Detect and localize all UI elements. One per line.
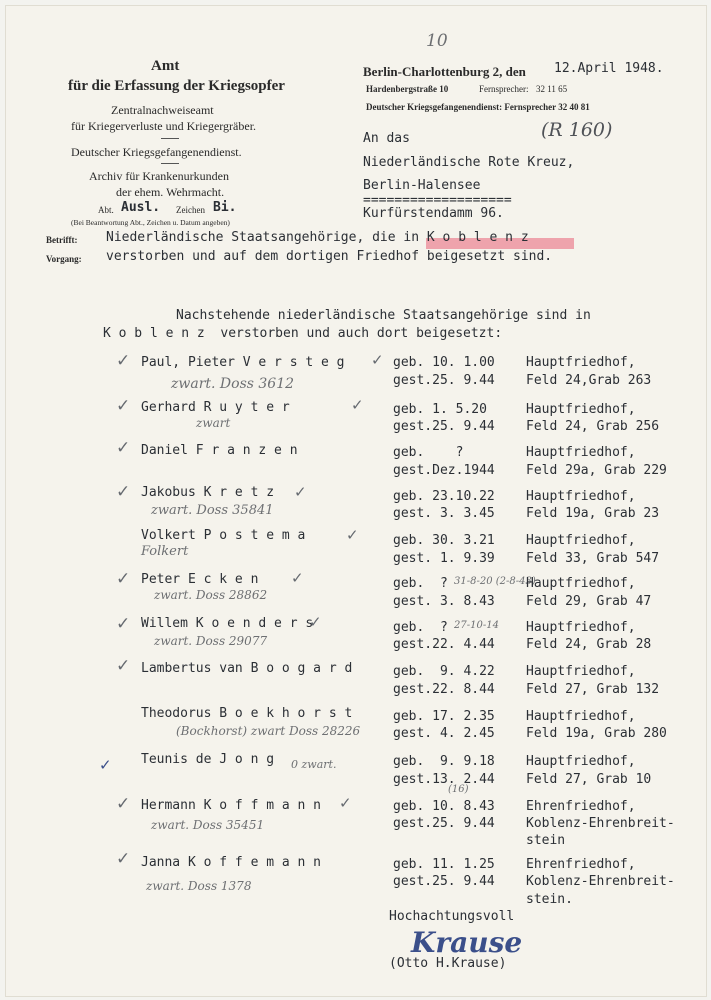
entry-grave: Feld 27, Grab 132 [526, 682, 660, 697]
entry-name: Peter E c k e n [141, 572, 259, 587]
letter-date: 12.April 1948. [554, 61, 664, 76]
entry-birth-annotation: 31-8-20 (2-8-43) [454, 576, 536, 587]
entry-grave: Feld 24,Grab 263 [526, 373, 652, 388]
letterhead-divider [161, 138, 179, 139]
entry-grave-cont: stein. [526, 892, 573, 907]
entry-died: gest. 1. 9.39 [393, 551, 495, 566]
check-mark-icon: ✓ [116, 438, 131, 458]
entry-cemetery: Ehrenfriedhof, [526, 857, 636, 872]
entry-born: geb. 9. 4.22 [393, 664, 495, 679]
check-mark-icon: ✓ [339, 794, 352, 812]
recipient-line3: Berlin-Halensee [363, 178, 481, 193]
entry-note: zwart. Doss 3612 [171, 376, 295, 392]
check-mark-icon: ✓ [116, 569, 131, 589]
entry-cemetery: Hauptfriedhof, [526, 445, 636, 460]
phone-number: 32 11 65 [536, 84, 568, 94]
entry-died: gest. 4. 2.45 [393, 726, 495, 741]
entry-cemetery: Hauptfriedhof, [526, 402, 636, 417]
kgd-phone-line: Deutscher Kriegsgefangenendienst: Fernsprecher 32 40 81 [366, 102, 590, 112]
street-address: Hardenbergstraße 10 [366, 84, 449, 94]
abt-value: Ausl. [121, 200, 161, 215]
letterhead-divider [161, 163, 179, 164]
entry-died: gest.25. 9.44 [393, 419, 495, 434]
entry-name: Theodorus B o e k h o r s t [141, 706, 353, 721]
entry-born: geb. 30. 3.21 [393, 533, 495, 548]
entry-died: gest. 3. 3.45 [393, 506, 495, 521]
entry-name: Janna K o f f e m a n n [141, 855, 322, 870]
entry-died: gest.25. 9.44 [393, 373, 495, 388]
intro-line2: K o b l e n z verstorben und auch dort beigesetzt: [103, 326, 503, 341]
entry-born: geb. ? [393, 620, 448, 635]
check-mark-icon: ✓ [351, 396, 364, 414]
entry-name: Hermann K o f f m a n n [141, 798, 322, 813]
check-mark-icon: ✓ [116, 482, 131, 502]
entry-note: zwart. Doss 29077 [154, 634, 268, 648]
entry-grave: Feld 29, Grab 47 [526, 594, 652, 609]
entry-note: Folkert [141, 544, 189, 559]
entry-name: Daniel F r a n z e n [141, 443, 298, 458]
entry-note: zwart [196, 416, 231, 430]
signature: Krause [411, 926, 523, 959]
check-mark-icon: ✓ [346, 526, 359, 544]
entry-died: gest.13. 2.44 [393, 772, 495, 787]
entry-grave: Feld 29a, Grab 229 [526, 463, 667, 478]
entry-born: geb. 10. 8.43 [393, 799, 495, 814]
place-prefix: Berlin-Charlottenburg 2, den [363, 64, 526, 79]
letterhead-amt: Amt [151, 58, 180, 74]
check-mark-icon: ✓ [371, 351, 384, 369]
closing: Hochachtungsvoll [389, 909, 515, 924]
entry-born: geb. ? [393, 576, 448, 591]
betreff-label: Betrifft: [46, 235, 78, 245]
entry-born: geb. 1. 5.20 [393, 402, 487, 417]
entry-born: geb. 10. 1.00 [393, 355, 495, 370]
check-mark-icon: ✓ [309, 613, 322, 631]
entry-cemetery: Hauptfriedhof, [526, 355, 636, 370]
subject-line1: Niederländische Staatsangehörige, die in K o b l e n z [106, 230, 529, 245]
recipient-line2: Niederländische Rote Kreuz, [363, 155, 575, 170]
entry-name: Lambertus van B o o g a r d [141, 661, 353, 676]
entry-name: Willem K o e n d e r s [141, 616, 314, 631]
entry-born: geb. ? [393, 445, 464, 460]
entry-born: geb. 9. 9.18 [393, 754, 495, 769]
entry-died: gest. 3. 8.43 [393, 594, 495, 609]
entry-name: Gerhard R u y t e r [141, 400, 290, 415]
zeichen-value: Bi. [213, 200, 237, 215]
entry-note: zwart. Doss 35451 [151, 818, 265, 832]
entry-died: gest.22. 8.44 [393, 682, 495, 697]
entry-cemetery: Hauptfriedhof, [526, 533, 636, 548]
subject-line2: verstorben und auf dem dortigen Friedhof beigesetzt sind. [106, 249, 553, 264]
check-mark-icon: ✓ [294, 483, 307, 501]
check-mark-icon: ✓ [116, 351, 131, 371]
entry-died: gest.25. 9.44 [393, 874, 495, 889]
entry-birth-annotation: 27-10-14 [454, 620, 499, 631]
entry-born: geb. 23.10.22 [393, 489, 495, 504]
entry-grave: Feld 24, Grab 256 [526, 419, 660, 434]
entry-grave: Koblenz-Ehrenbreit- [526, 816, 675, 831]
entry-died: gest.25. 9.44 [393, 816, 495, 831]
entry-cemetery: Hauptfriedhof, [526, 754, 636, 769]
entry-grave: Feld 19a, Grab 280 [526, 726, 667, 741]
entry-grave: Feld 33, Grab 547 [526, 551, 660, 566]
entry-note: zwart. Doss 35841 [151, 503, 274, 518]
entry-born: geb. 11. 1.25 [393, 857, 495, 872]
recipient-line4: Kurfürstendamm 96. [363, 206, 504, 221]
entry-died: gest.22. 4.44 [393, 637, 495, 652]
entry-note: 0 zwart. [291, 758, 337, 771]
entry-cemetery: Hauptfriedhof, [526, 576, 636, 591]
check-mark-icon: ✓ [291, 569, 304, 587]
check-mark-icon: ✓ [116, 794, 131, 814]
entry-note: zwart. Doss 28862 [154, 588, 268, 602]
entry-born: geb. 17. 2.35 [393, 709, 495, 724]
recipient-line1: An das [363, 131, 410, 146]
entry-grave: Feld 19a, Grab 23 [526, 506, 660, 521]
entry-cemetery: Hauptfriedhof, [526, 709, 636, 724]
entry-name: Jakobus K r e t z [141, 485, 275, 500]
entry-note: zwart. Doss 1378 [146, 879, 252, 893]
letterhead-sub1: Zentralnachweiseamt [111, 103, 214, 117]
letter-page [5, 5, 707, 997]
entry-cemetery: Hauptfriedhof, [526, 664, 636, 679]
entry-grave-cont: stein [526, 833, 566, 848]
intro-line1: Nachstehende niederländische Staatsangehörige sind in [176, 308, 591, 323]
blue-check-mark-icon: ✓ [99, 756, 112, 774]
entry-name: Teunis de J o n g [141, 752, 275, 767]
letterhead-sub4: Archiv für Krankenurkunden [89, 169, 229, 183]
entry-cemetery: Hauptfriedhof, [526, 489, 636, 504]
vorgang-label: Vorgang: [46, 254, 82, 264]
handwritten-reference: (R 160) [541, 119, 613, 141]
check-mark-icon: ✓ [116, 656, 131, 676]
entry-grave: Feld 24, Grab 28 [526, 637, 652, 652]
recipient-underline: =================== [363, 193, 512, 208]
signer-name: (Otto H.Krause) [389, 956, 507, 971]
entry-note: (Bockhorst) zwart Doss 28226 [176, 724, 361, 738]
entry-grave: Koblenz-Ehrenbreit- [526, 874, 675, 889]
entry-birth-annotation: (16) [448, 784, 469, 795]
letterhead-sub5: der ehem. Wehrmacht. [116, 185, 225, 199]
letterhead-sub2: für Kriegerverluste und Kriegergräber. [71, 119, 257, 133]
check-mark-icon: ✓ [116, 614, 131, 634]
letterhead-sub3: Deutscher Kriegsgefangenendienst. [71, 145, 242, 159]
entry-name: Paul, Pieter V e r s t e g [141, 355, 345, 370]
check-mark-icon: ✓ [116, 849, 131, 869]
entry-died: gest.Dez.1944 [393, 463, 495, 478]
entry-cemetery: Hauptfriedhof, [526, 620, 636, 635]
reply-note: (Bei Beantwortung Abt., Zeichen u. Datum angeben) [71, 218, 230, 227]
letterhead-amt-name: für die Erfassung der Kriegsopfer [68, 78, 285, 94]
abt-label: Abt. [98, 205, 114, 215]
entry-grave: Feld 27, Grab 10 [526, 772, 652, 787]
phone-label: Fernsprecher: [479, 84, 529, 94]
check-mark-icon: ✓ [116, 396, 131, 416]
entry-cemetery: Ehrenfriedhof, [526, 799, 636, 814]
zeichen-label: Zeichen [176, 205, 205, 215]
page-number: 10 [426, 31, 448, 51]
entry-name: Volkert P o s t e m a [141, 528, 306, 543]
